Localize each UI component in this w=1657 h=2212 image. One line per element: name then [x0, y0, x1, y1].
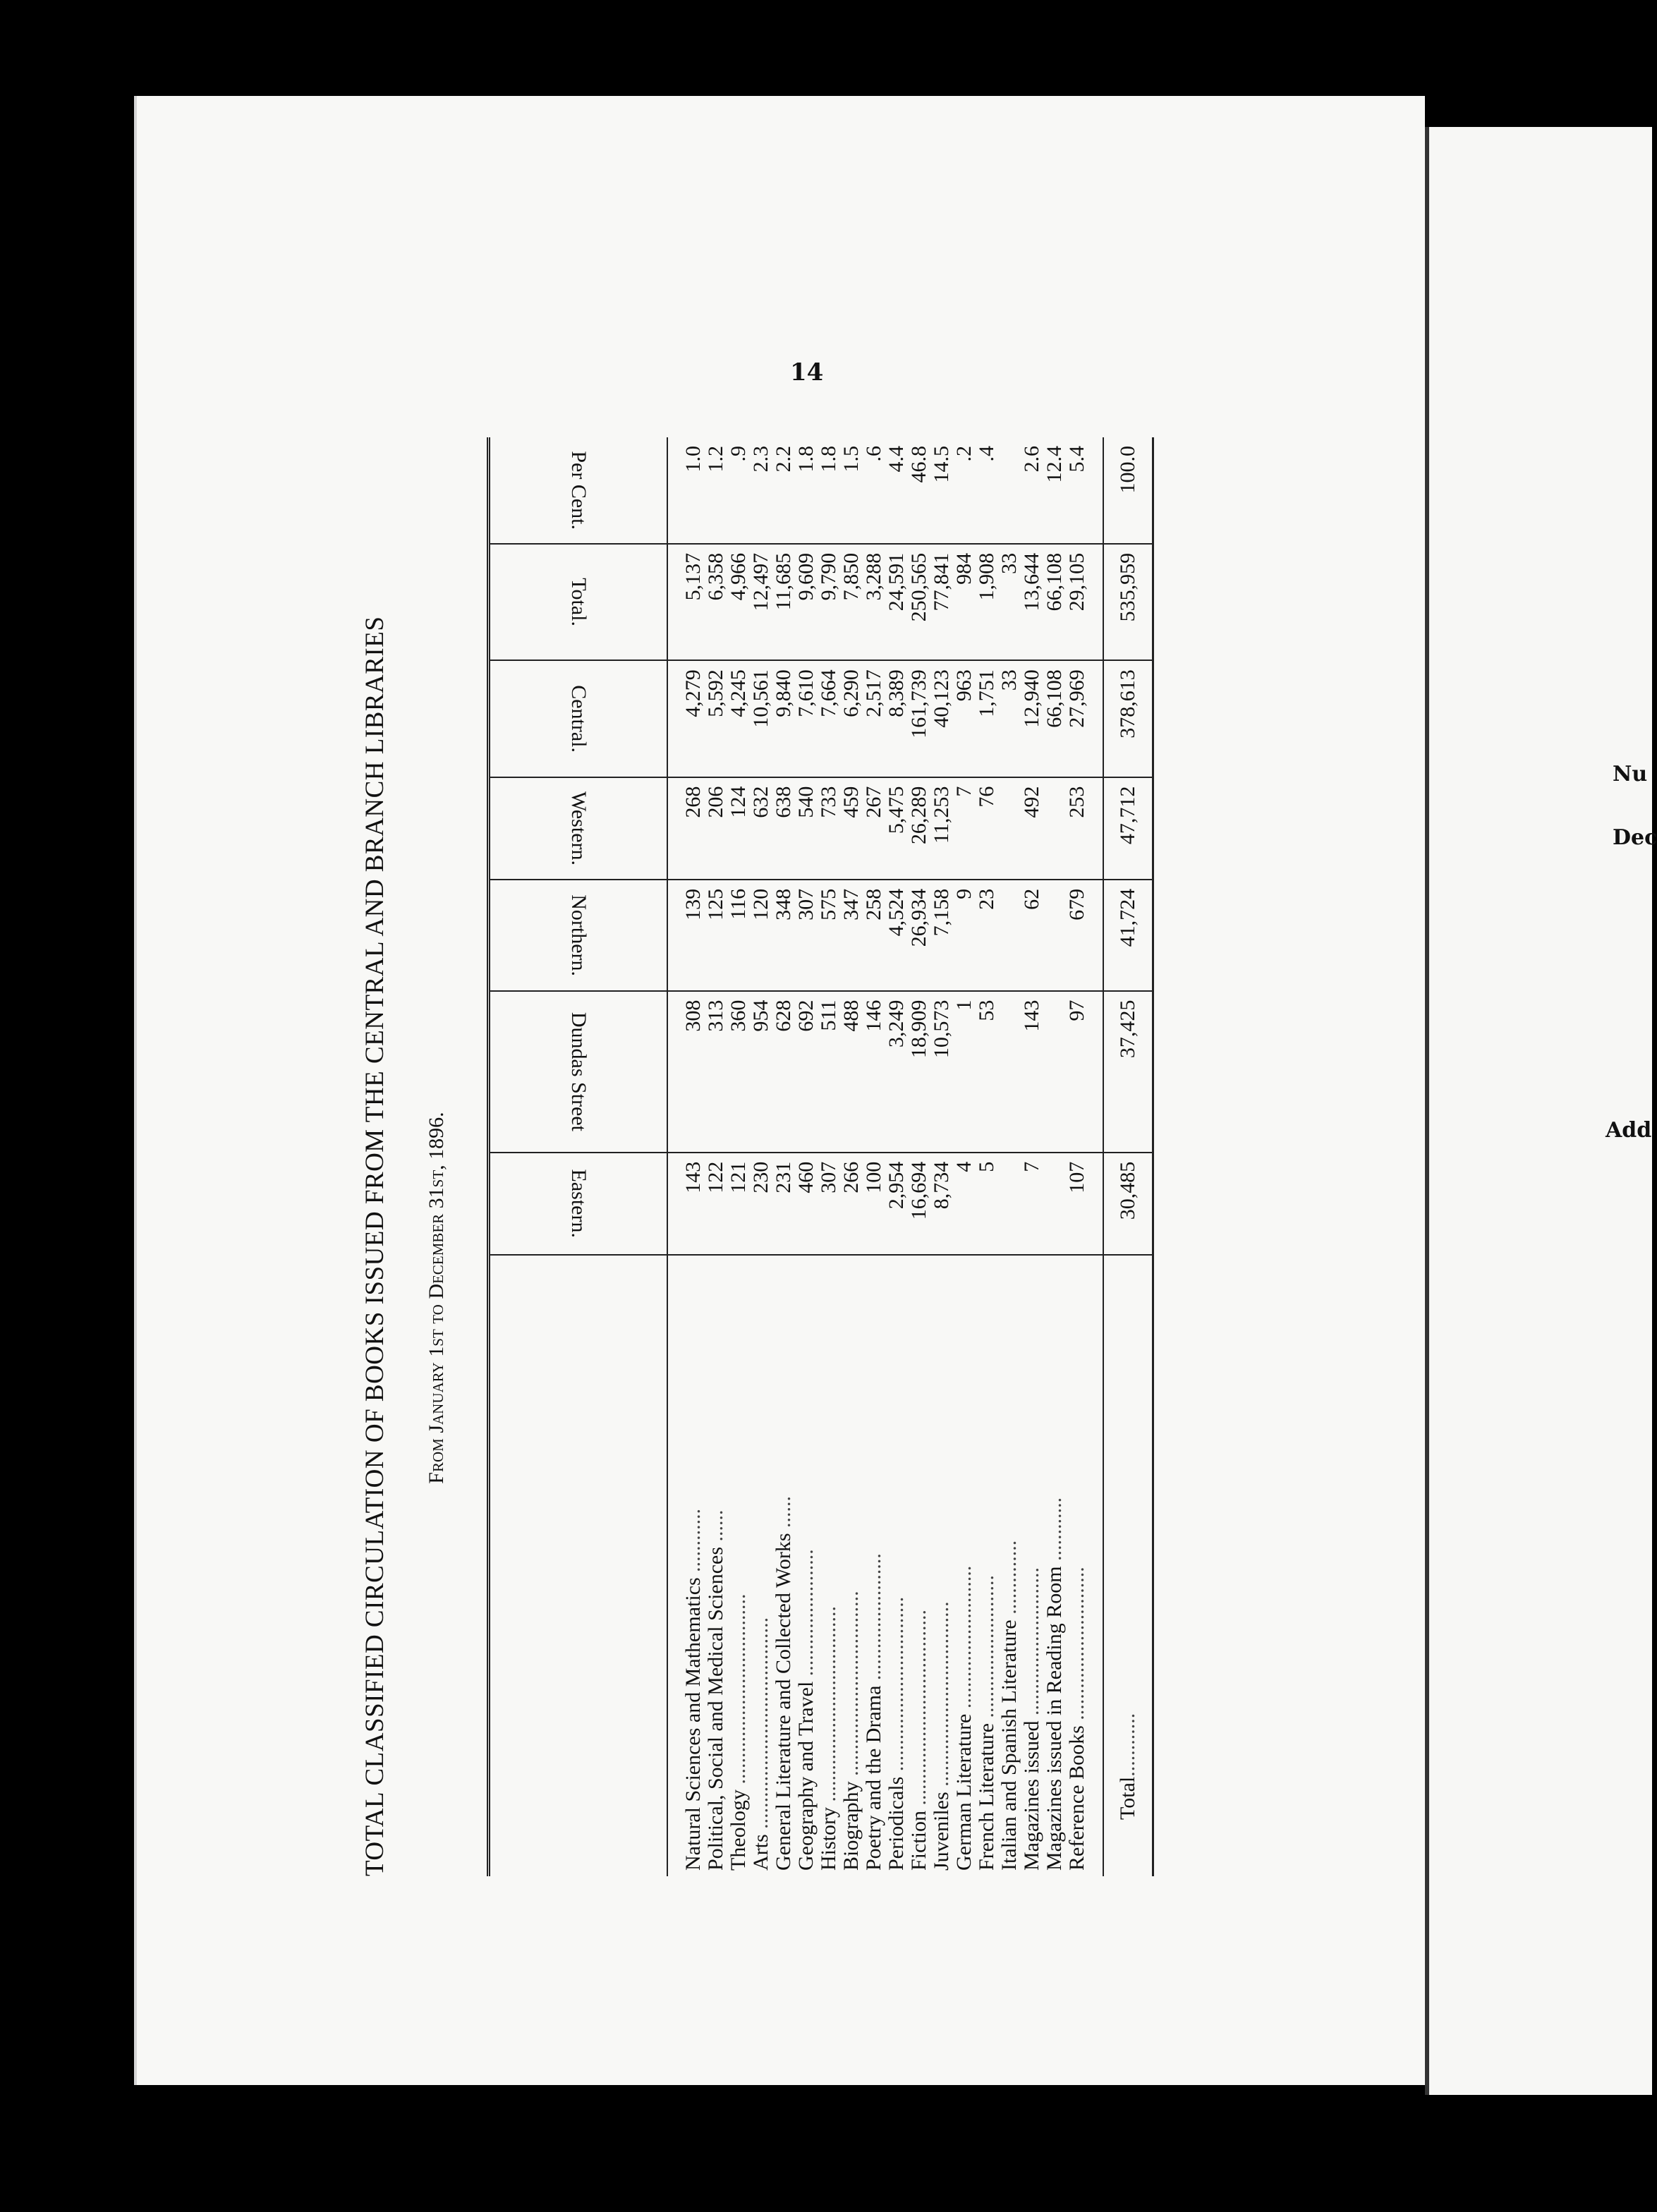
- value-cell: [998, 880, 1021, 991]
- value-cell: 360: [727, 991, 750, 1153]
- value-cell: [1043, 1153, 1066, 1255]
- table-body: [667, 437, 1153, 1876]
- value-cell: 97: [1066, 991, 1103, 1153]
- value-cell: 268: [667, 777, 705, 880]
- value-cell: 14.5: [930, 437, 953, 544]
- column-header: [489, 777, 668, 880]
- column-header-label: Dundas Street: [567, 1011, 590, 1131]
- category-cell: [772, 1255, 795, 1876]
- category-label: French Literature: [975, 1722, 998, 1871]
- table-row: [840, 437, 863, 1876]
- column-header: [489, 660, 668, 777]
- column-header-label: Western.: [567, 791, 590, 865]
- value-cell: [1043, 880, 1066, 991]
- category-label: Juveniles: [930, 1792, 953, 1871]
- column-header-label: Eastern.: [567, 1169, 590, 1239]
- value-cell: 1.2: [705, 437, 727, 544]
- value-cell: .6: [863, 437, 885, 544]
- value-cell: 12,940: [1021, 660, 1043, 777]
- value-cell: 9: [953, 880, 976, 991]
- value-cell: 121: [727, 1153, 750, 1255]
- value-cell: .4: [976, 437, 998, 544]
- value-cell: 1.0: [667, 437, 705, 544]
- value-cell: 26,934: [908, 880, 930, 991]
- value-cell: 116: [727, 880, 750, 991]
- category-cell: [885, 1255, 908, 1876]
- dot-leader: ......: [704, 1509, 727, 1547]
- category-cell: [818, 1255, 840, 1876]
- value-cell: 492: [1021, 777, 1043, 880]
- column-header-label: Northern.: [567, 894, 590, 976]
- dot-leader: ...................................: [839, 1591, 863, 1782]
- value-cell: 733: [818, 777, 840, 880]
- value-cell: 313: [705, 991, 727, 1153]
- value-cell: 4,966: [727, 544, 750, 660]
- value-cell: 10,573: [930, 991, 953, 1153]
- table-row: [1043, 437, 1066, 1876]
- value-cell: 12,497: [750, 544, 772, 660]
- value-cell: 9,790: [818, 544, 840, 660]
- value-cell: 679: [1066, 880, 1103, 991]
- value-cell: 77,841: [930, 544, 953, 660]
- category-label: Magazines issued: [1020, 1720, 1043, 1871]
- value-cell: 1: [953, 991, 976, 1153]
- value-cell: 231: [772, 1153, 795, 1255]
- total-value-cell: 30,485: [1103, 1153, 1153, 1255]
- right-page-fragment: Nu: [1613, 762, 1648, 786]
- total-value-cell: 47,712: [1103, 777, 1153, 880]
- category-cell: [976, 1255, 998, 1876]
- category-cell: [908, 1255, 930, 1876]
- category-label: Geography and Travel: [794, 1681, 818, 1871]
- category-label: Fiction: [907, 1810, 930, 1871]
- dot-leader: ............................: [1020, 1567, 1043, 1721]
- category-cell: [795, 1255, 818, 1876]
- value-cell: 10,561: [750, 660, 772, 777]
- page-subtitle: From January 1st to December 31st, 1896.: [425, 1112, 448, 1484]
- value-cell: 258: [863, 880, 885, 991]
- value-cell: .2: [953, 437, 976, 544]
- value-cell: 954: [750, 991, 772, 1153]
- category-label: Magazines issued in Reading Room: [1043, 1566, 1066, 1871]
- value-cell: 2.2: [772, 437, 795, 544]
- value-cell: 206: [705, 777, 727, 880]
- value-cell: 267: [863, 777, 885, 880]
- category-label: Arts: [749, 1834, 772, 1871]
- dot-leader: .................................: [885, 1596, 908, 1777]
- value-cell: 250,565: [908, 544, 930, 660]
- category-cell: [727, 1255, 750, 1876]
- table-row: [705, 437, 727, 1876]
- dot-leader: .....................................: [817, 1606, 840, 1807]
- value-cell: .9: [727, 437, 750, 544]
- total-value-cell: 100.0: [1103, 437, 1153, 544]
- table-row: [863, 437, 885, 1876]
- value-cell: 2,954: [885, 1153, 908, 1255]
- value-cell: 2,517: [863, 660, 885, 777]
- category-cell: [750, 1255, 772, 1876]
- table-row: [930, 437, 953, 1876]
- category-cell: [840, 1255, 863, 1876]
- dot-leader: ...................................: [930, 1601, 953, 1792]
- column-header-label: Per Cent.: [567, 451, 590, 530]
- value-cell: 1.8: [818, 437, 840, 544]
- value-cell: 143: [667, 1153, 705, 1255]
- value-cell: 4,245: [727, 660, 750, 777]
- value-cell: 1.8: [795, 437, 818, 544]
- dot-leader: .....................................: [907, 1609, 930, 1811]
- column-header: [489, 1153, 668, 1255]
- value-cell: 40,123: [930, 660, 953, 777]
- table-row: [795, 437, 818, 1876]
- category-cell: [930, 1255, 953, 1876]
- circulation-table: [487, 437, 1154, 1876]
- value-cell: 146: [863, 991, 885, 1153]
- value-cell: [998, 991, 1021, 1153]
- value-cell: 122: [705, 1153, 727, 1255]
- page-number: 14: [790, 358, 824, 387]
- column-header-label: Total.: [567, 578, 590, 626]
- total-value-cell: 535,959: [1103, 544, 1153, 660]
- total-label-cell: [1103, 1255, 1153, 1876]
- value-cell: 7,850: [840, 544, 863, 660]
- value-cell: 692: [795, 991, 818, 1153]
- value-cell: 8,734: [930, 1153, 953, 1255]
- dot-leader: ...........................: [975, 1574, 998, 1723]
- value-cell: 12.4: [1043, 437, 1066, 544]
- value-cell: 16,694: [908, 1153, 930, 1255]
- value-cell: 76: [976, 777, 998, 880]
- dot-leader: ........................................: [749, 1617, 772, 1835]
- total-value-cell: 378,613: [1103, 660, 1153, 777]
- value-cell: 66,108: [1043, 544, 1066, 660]
- dot-leader: ..............: [997, 1540, 1021, 1620]
- category-label: History: [817, 1807, 840, 1871]
- value-cell: 26,289: [908, 777, 930, 880]
- dot-leader: ........................: [862, 1553, 885, 1686]
- category-label: Periodicals: [885, 1776, 908, 1871]
- page-title: TOTAL CLASSIFIED CIRCULATION OF BOOKS ISSUED FROM THE CENTRAL AND BRANCH LIBRARIES: [360, 616, 389, 1876]
- category-label: General Literature and Collected Works: [772, 1533, 795, 1871]
- total-value-cell: 37,425: [1103, 991, 1153, 1153]
- value-cell: 1,751: [976, 660, 998, 777]
- value-cell: 13,644: [1021, 544, 1043, 660]
- dot-leader: ........................: [794, 1549, 818, 1682]
- category-label: Theology: [727, 1789, 750, 1871]
- value-cell: 7,158: [930, 880, 953, 991]
- value-cell: 124: [727, 777, 750, 880]
- value-cell: 7: [953, 777, 976, 880]
- category-cell: [998, 1255, 1021, 1876]
- value-cell: 5,475: [885, 777, 908, 880]
- column-header: [489, 544, 668, 660]
- value-cell: [998, 777, 1021, 880]
- table-row: [750, 437, 772, 1876]
- rotated-table-block: [360, 395, 1242, 1876]
- value-cell: 5,592: [705, 660, 727, 777]
- value-cell: 540: [795, 777, 818, 880]
- value-cell: 24,591: [885, 544, 908, 660]
- value-cell: 638: [772, 777, 795, 880]
- column-header: [489, 880, 668, 991]
- value-cell: 963: [953, 660, 976, 777]
- table-row: [1066, 437, 1103, 1876]
- table-row: [885, 437, 908, 1876]
- value-cell: 511: [818, 991, 840, 1153]
- value-cell: 5: [976, 1153, 998, 1255]
- value-cell: 125: [705, 880, 727, 991]
- value-cell: 308: [667, 991, 705, 1153]
- value-cell: 33: [998, 660, 1021, 777]
- category-label: Political, Social and Medical Sciences: [704, 1546, 727, 1871]
- category-cell: [705, 1255, 727, 1876]
- value-cell: 266: [840, 1153, 863, 1255]
- category-label: Italian and Spanish Literature: [997, 1620, 1021, 1871]
- value-cell: 33: [998, 544, 1021, 660]
- right-page: [1425, 127, 1657, 2095]
- value-cell: 1.5: [840, 437, 863, 544]
- value-cell: 5.4: [1066, 437, 1103, 544]
- value-cell: 7,664: [818, 660, 840, 777]
- dot-leader: ....................................: [727, 1593, 750, 1790]
- value-cell: 3,249: [885, 991, 908, 1153]
- value-cell: 23: [976, 880, 998, 991]
- value-cell: 6,358: [705, 544, 727, 660]
- value-cell: 3,288: [863, 544, 885, 660]
- column-header: [489, 437, 668, 544]
- table-row: [667, 437, 705, 1876]
- category-cell: [1043, 1255, 1066, 1876]
- category-label: Natural Sciences and Mathematics: [681, 1577, 705, 1871]
- value-cell: 143: [1021, 991, 1043, 1153]
- table-row: [1021, 437, 1043, 1876]
- value-cell: 11,685: [772, 544, 795, 660]
- dot-leader: ............: [1043, 1497, 1066, 1567]
- table-header-row: [489, 437, 668, 1876]
- table-row: [998, 437, 1021, 1876]
- value-cell: 62: [1021, 880, 1043, 991]
- value-cell: 161,739: [908, 660, 930, 777]
- category-cell: [1021, 1255, 1043, 1876]
- column-header: [489, 991, 668, 1153]
- value-cell: 107: [1066, 1153, 1103, 1255]
- value-cell: 5,137: [667, 544, 705, 660]
- total-label: Total: [1116, 1776, 1139, 1820]
- value-cell: 66,108: [1043, 660, 1066, 777]
- value-cell: 8,389: [885, 660, 908, 777]
- table-row: [908, 437, 930, 1876]
- value-cell: 632: [750, 777, 772, 880]
- value-cell: 347: [840, 880, 863, 991]
- value-cell: 9,609: [795, 544, 818, 660]
- value-cell: 307: [795, 880, 818, 991]
- category-label: German Literature: [952, 1713, 976, 1871]
- table-row: [953, 437, 976, 1876]
- value-cell: 307: [818, 1153, 840, 1255]
- value-cell: 11,253: [930, 777, 953, 880]
- value-cell: [998, 437, 1021, 544]
- value-cell: 2.6: [1021, 437, 1043, 544]
- dot-leader: ......: [772, 1495, 795, 1533]
- category-header: [489, 1255, 668, 1876]
- column-header-label: Central.: [567, 685, 590, 753]
- value-cell: 1,908: [976, 544, 998, 660]
- category-cell: [953, 1255, 976, 1876]
- value-cell: 100: [863, 1153, 885, 1255]
- value-cell: 4,524: [885, 880, 908, 991]
- value-cell: 27,969: [1066, 660, 1103, 777]
- value-cell: 46.8: [908, 437, 930, 544]
- table-row: [976, 437, 998, 1876]
- table-row: [772, 437, 795, 1876]
- total-row: [1103, 437, 1153, 1876]
- right-page-fragment: Add: [1606, 1118, 1652, 1143]
- dot-leader: ............: [1116, 1713, 1139, 1777]
- table-row: [727, 437, 750, 1876]
- value-cell: 29,105: [1066, 544, 1103, 660]
- value-cell: 18,909: [908, 991, 930, 1153]
- value-cell: [1043, 991, 1066, 1153]
- value-cell: 459: [840, 777, 863, 880]
- category-cell: [863, 1255, 885, 1876]
- value-cell: [998, 1153, 1021, 1255]
- value-cell: 230: [750, 1153, 772, 1255]
- value-cell: 348: [772, 880, 795, 991]
- category-cell: [667, 1255, 705, 1876]
- dot-leader: .............................: [1065, 1567, 1088, 1726]
- value-cell: 253: [1066, 777, 1103, 880]
- category-label: Biography: [839, 1781, 863, 1871]
- value-cell: 9,840: [772, 660, 795, 777]
- value-cell: 120: [750, 880, 772, 991]
- value-cell: 53: [976, 991, 998, 1153]
- value-cell: 4.4: [885, 437, 908, 544]
- total-value-cell: 41,724: [1103, 880, 1153, 991]
- value-cell: 7,610: [795, 660, 818, 777]
- value-cell: 984: [953, 544, 976, 660]
- value-cell: 6,290: [840, 660, 863, 777]
- table-row: [818, 437, 840, 1876]
- dot-leader: ............: [681, 1508, 705, 1578]
- value-cell: 139: [667, 880, 705, 991]
- value-cell: 628: [772, 991, 795, 1153]
- value-cell: 4: [953, 1153, 976, 1255]
- category-label: Poetry and the Drama: [862, 1685, 885, 1871]
- category-cell: [1066, 1255, 1103, 1876]
- value-cell: [1043, 777, 1066, 880]
- category-label: Reference Books: [1065, 1725, 1088, 1871]
- right-page-fragment: Dec: [1613, 825, 1657, 850]
- value-cell: 460: [795, 1153, 818, 1255]
- value-cell: 488: [840, 991, 863, 1153]
- value-cell: 7: [1021, 1153, 1043, 1255]
- value-cell: 575: [818, 880, 840, 991]
- dot-leader: ...........................: [952, 1565, 976, 1714]
- value-cell: 2.3: [750, 437, 772, 544]
- value-cell: 4,279: [667, 660, 705, 777]
